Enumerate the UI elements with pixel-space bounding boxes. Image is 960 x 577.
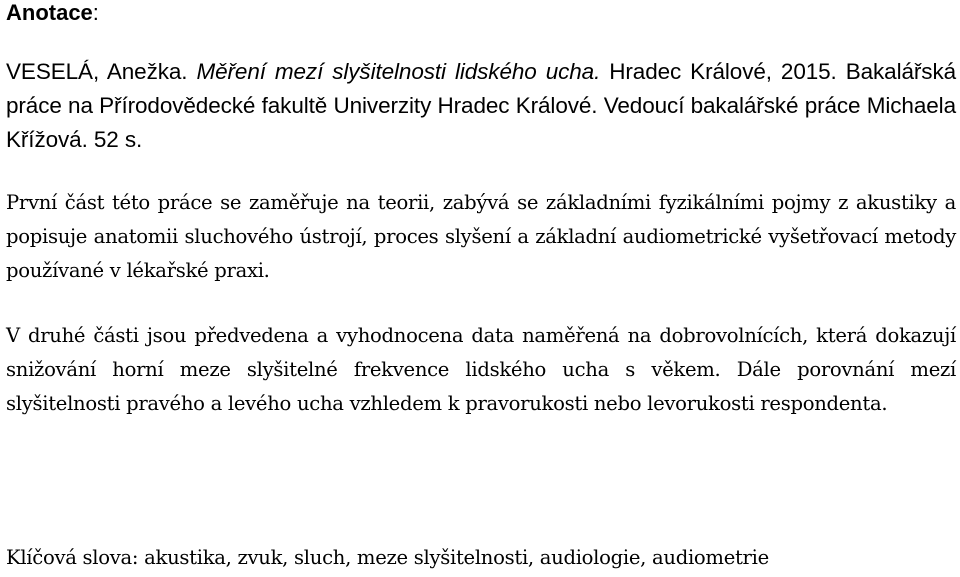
bibliographic-citation bbox=[6, 55, 956, 157]
keywords-line: Klíčová slova: akustika, zvuk, sluch, meze slyšitelnosti, audiologie, audiometrie bbox=[6, 546, 769, 569]
annotation-heading bbox=[6, 0, 99, 28]
citation-details: Hradec Králové, 2015. Bakalářská práce na Přírodovědecké fakultě Univerzity Hradec Králové. Vedoucí bakalářské práce Michaela Křížová. 52 s. bbox=[6, 59, 957, 152]
abstract-paragraph-practical: V druhé části jsou předvedena a vyhodnocena data naměřená na dobrovolnících, která dokazují snižování horní meze slyšitelné frekvence lidského ucha s věkem. Dále porovnání mezí slyšitelnosti pravého a levého ucha vzhledem k pravorukosti nebo levorukosti respondenta. bbox=[6, 324, 956, 415]
annotation-heading-label: Anotace bbox=[6, 0, 93, 25]
annotation-heading-colon: : bbox=[92, 0, 99, 25]
citation-author: VESELÁ, Anežka. bbox=[6, 59, 188, 84]
abstract-paragraph-theory: První část této práce se zaměřuje na teorii, zabývá se základními fyzikálními pojmy z akustiky a popisuje anatomii sluchového ústrojí, proces slyšení a základní audiometrické vyšetřovací metody používané v lékařské praxi. bbox=[6, 191, 956, 282]
citation-title: Měření mezí slyšitelnosti lidského ucha. bbox=[196, 59, 601, 84]
